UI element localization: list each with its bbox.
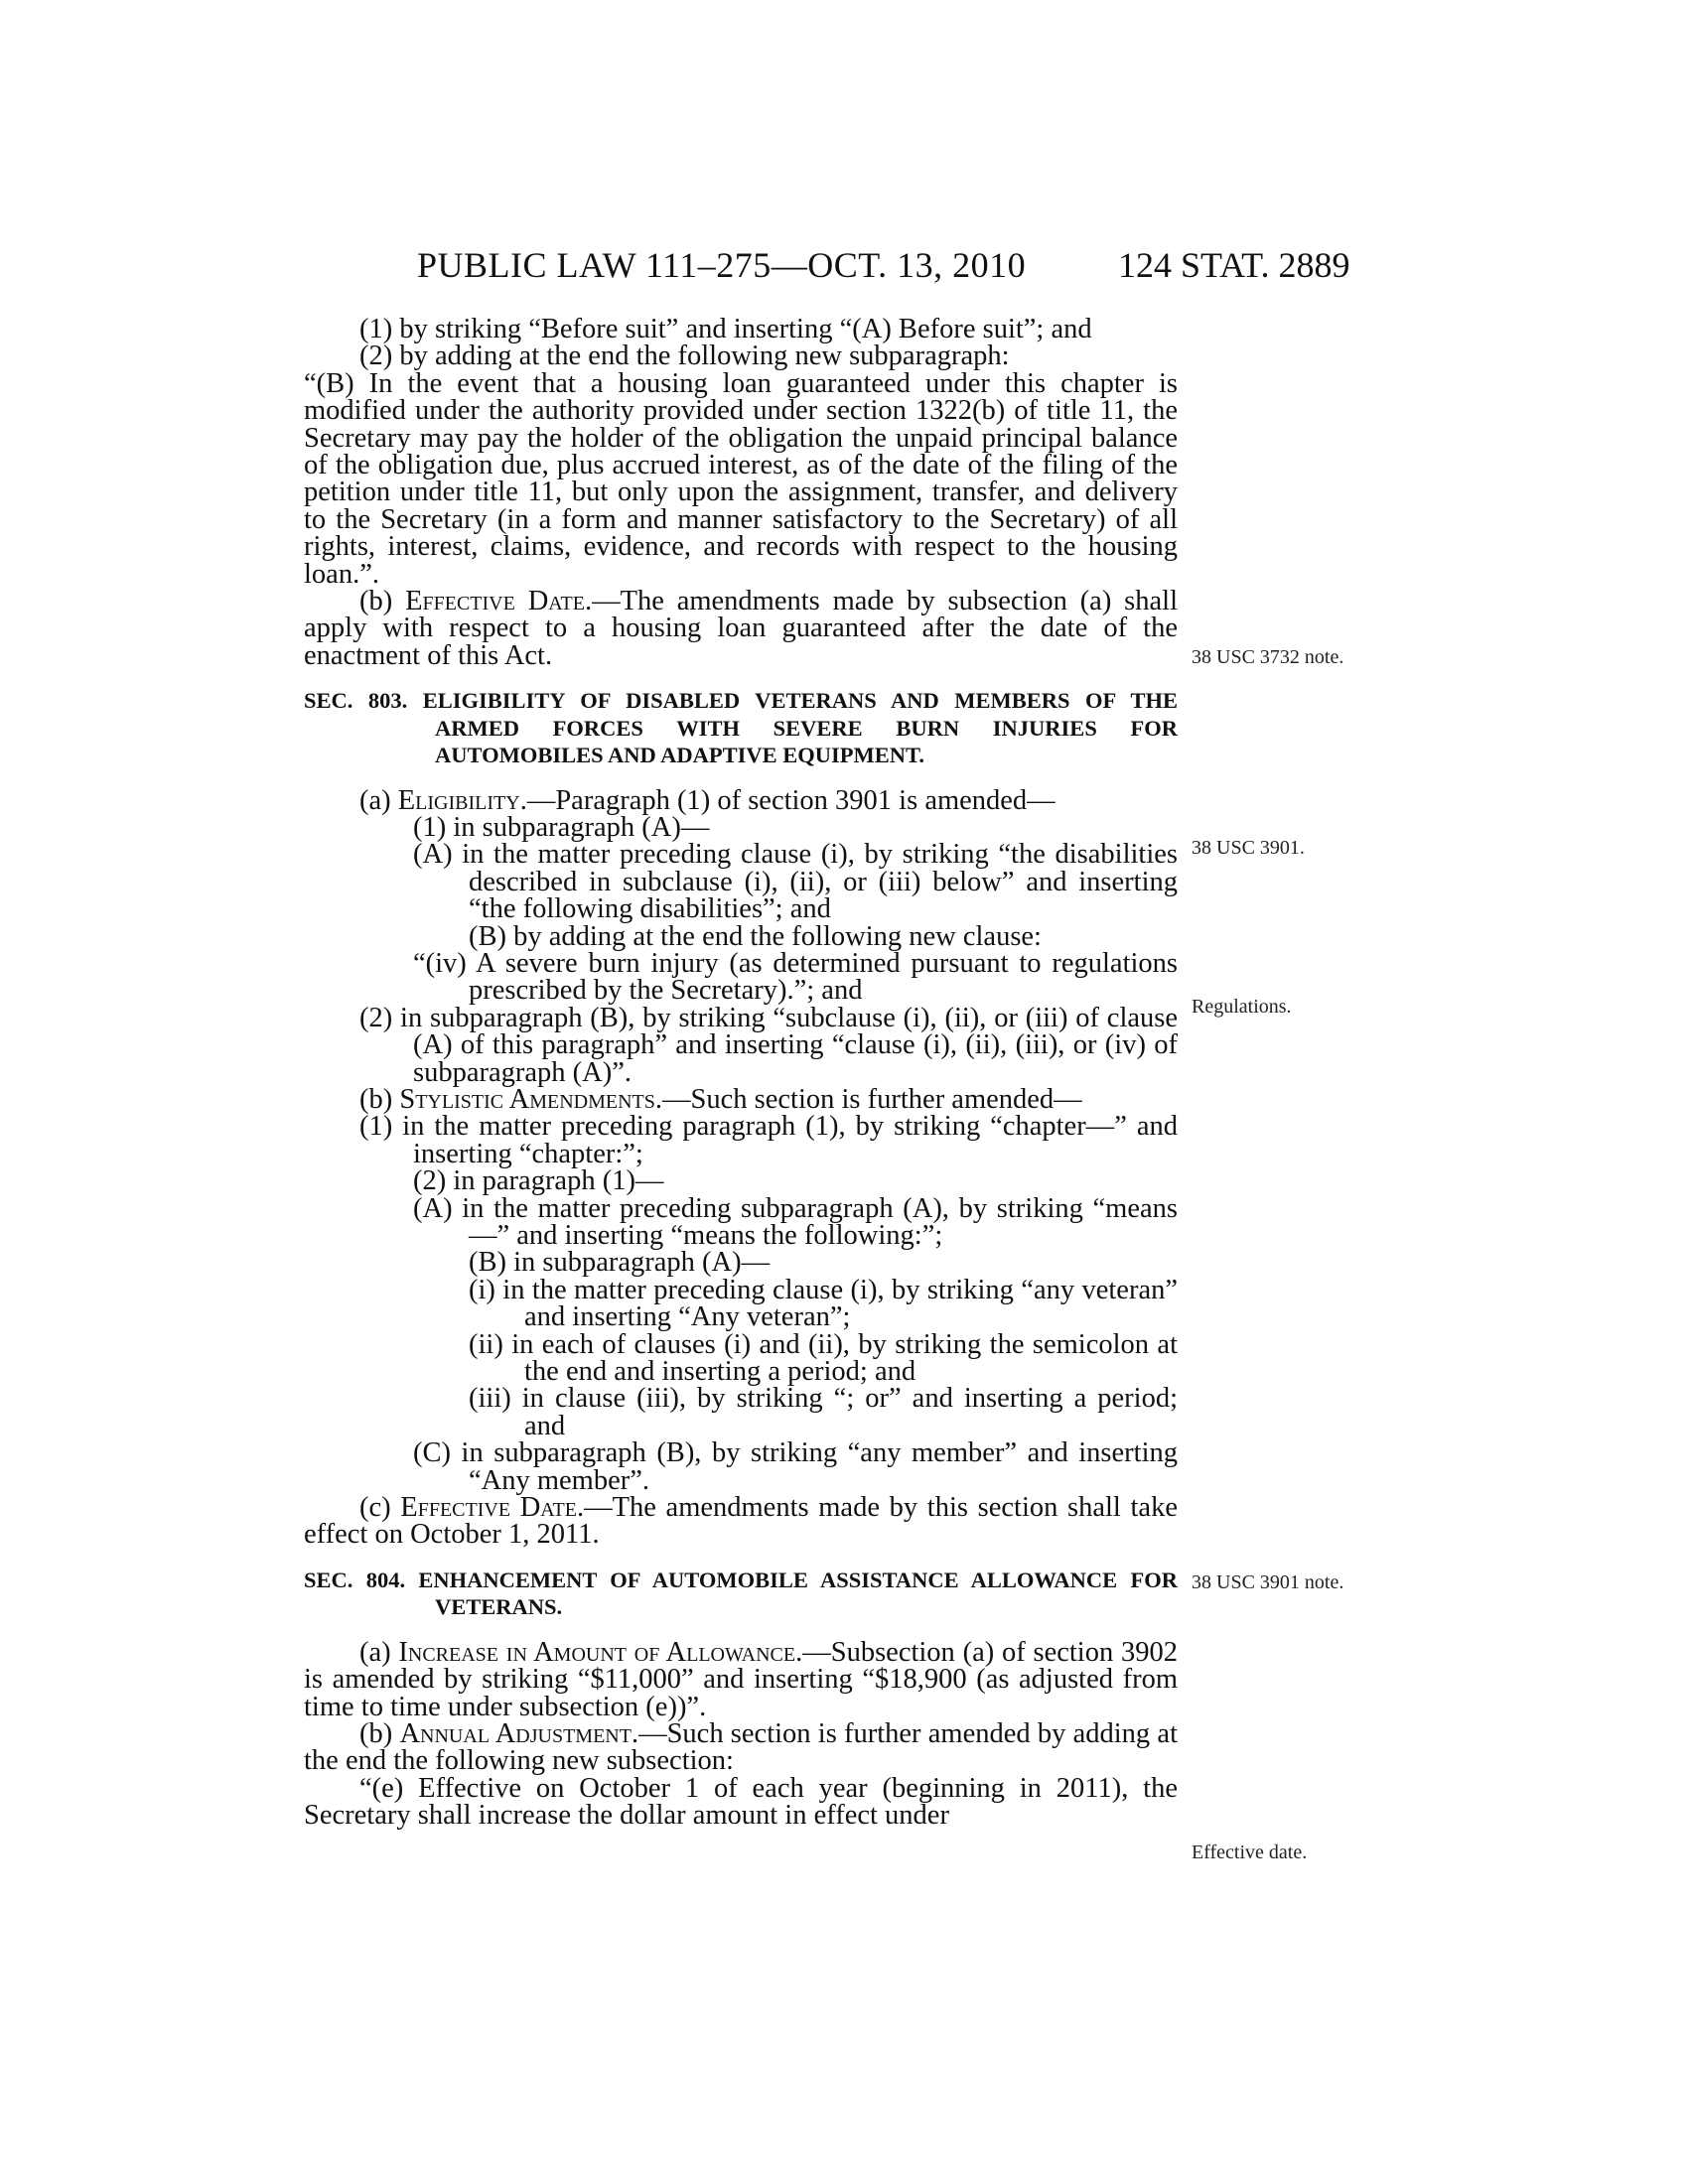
paragraph: (1) by striking “Before suit” and inserting “(A) Before suit”; and bbox=[359, 314, 1092, 344]
margin-note: 38 USC 3901. bbox=[1192, 837, 1305, 859]
paragraph: “(e) Effective on October 1 of each year (beginning in 2011), the Secretary shall increase the dollar amount in effect under bbox=[304, 1772, 1178, 1832]
paragraph: (1) in subparagraph (A)— bbox=[413, 811, 710, 843]
paragraph: (1) in the matter preceding paragraph (1), by striking “chapter—” and inserting “chapter:”; bbox=[359, 1111, 1178, 1169]
subsection-stylistic: (b) Stylistic Amendments.—Such section is further amended— bbox=[359, 1083, 1082, 1115]
paragraph: (2) in subparagraph (B), by striking “subclause (i), (ii), or (iii) of clause (A) of this paragraph” and inserting “clause (i), (ii), (iii), or (iv) of subparagraph (A)”. bbox=[359, 1002, 1178, 1088]
paragraph: (B) in subparagraph (A)— bbox=[469, 1247, 771, 1279]
subsection-heading: Increase in Amount of Allowance bbox=[398, 1636, 796, 1668]
running-head-title: PUBLIC LAW 111–275—OCT. 13, 2010 bbox=[417, 245, 1027, 285]
margin-note: Effective date. bbox=[1192, 1842, 1308, 1863]
margin-note: Regulations. bbox=[1192, 996, 1292, 1018]
subsection-heading: Stylistic Amendments bbox=[399, 1083, 655, 1115]
subsection-heading: Effective Date bbox=[405, 586, 585, 617]
paragraph: (B) by adding at the end the following new clause: bbox=[469, 920, 1042, 952]
paragraph: (i) in the matter preceding clause (i), by striking “any veteran” and inserting “Any veteran”; bbox=[469, 1274, 1178, 1333]
subsection-annual-adjustment: (b) Annual Adjustment.—Such section is further amended by adding at the end the following new subsection: bbox=[304, 1717, 1178, 1777]
margin-note: 38 USC 3732 note. bbox=[1192, 646, 1344, 668]
subsection-heading: Annual Adjustment bbox=[399, 1717, 632, 1749]
paragraph: (A) in the matter preceding clause (i), by striking “the disabilities described in subclause (i), (ii), or (iii) below” and inserting “the following disabilities”; and bbox=[413, 839, 1178, 925]
subsection-heading: Effective Date bbox=[400, 1492, 577, 1524]
paragraph: (ii) in each of clauses (i) and (ii), by striking the semicolon at the end and inserting a period; and bbox=[469, 1328, 1178, 1388]
subsection-increase: (a) Increase in Amount of Allowance.—Subsection (a) of section 3902 is amended by striking “$11,000” and inserting “$18,900 (as adjusted from time to time under subsection (e))”. bbox=[304, 1636, 1178, 1722]
subsection-effective-date: (b) Effective Date.—The amendments made by subsection (a) shall apply with respect to a housing loan guaranteed after the date of the enactment of this Act. bbox=[304, 586, 1178, 671]
subsection-eligibility: (a) Eligibility.—Paragraph (1) of section 3901 is amended— bbox=[359, 784, 1055, 816]
subsection-heading: Eligibility bbox=[397, 784, 520, 816]
paragraph: “(iv) A severe burn injury (as determined pursuant to regulations prescribed by the Secretary).”; and bbox=[413, 947, 1178, 1007]
section-heading-804: SEC. 804. ENHANCEMENT OF AUTOMOBILE ASSISTANCE ALLOWANCE FOR VETERANS. bbox=[304, 1567, 1178, 1620]
margin-note: 38 USC 3901 note. bbox=[1192, 1571, 1344, 1593]
paragraph: (2) by adding at the end the following new subparagraph: bbox=[359, 341, 1010, 372]
running-head-stat: 124 STAT. 2889 bbox=[1118, 245, 1350, 285]
paragraph: (iii) in clause (iii), by striking “; or” and inserting a period; and bbox=[469, 1383, 1178, 1441]
body-text bbox=[304, 316, 1178, 1830]
quoted-paragraph: “(B) In the event that a housing loan guaranteed under this chapter is modified under the authority provided under section 1322(b) of title 11, the Secretary may pay the holder of the obligation the unpaid principal balance of the obligation due, plus accrued interest, as of the date of the filing of the petition under title 11, but only upon the assignment, transfer, and delivery to the Secretary (in a form and manner satisfactory to the Secretary) of all rights, interest, claims, evidence, and records with respect to the housing loan.”. bbox=[304, 367, 1178, 590]
section-heading-803: SEC. 803. ELIGIBILITY OF DISABLED VETERANS AND MEMBERS OF THE ARMED FORCES WITH SEVERE BURN INJURIES FOR AUTOMOBILES AND ADAPTIVE EQUIPMENT. bbox=[304, 688, 1178, 768]
subsection-effective-date-c: (c) Effective Date.—The amendments made by this section shall take effect on October 1, 2011. bbox=[304, 1492, 1178, 1551]
paragraph: (A) in the matter preceding subparagraph (A), by striking “means—” and inserting “means the following:”; bbox=[413, 1192, 1178, 1251]
paragraph: (2) in paragraph (1)— bbox=[413, 1165, 664, 1197]
paragraph: (C) in subparagraph (B), by striking “any member” and inserting “Any member”. bbox=[413, 1437, 1178, 1496]
